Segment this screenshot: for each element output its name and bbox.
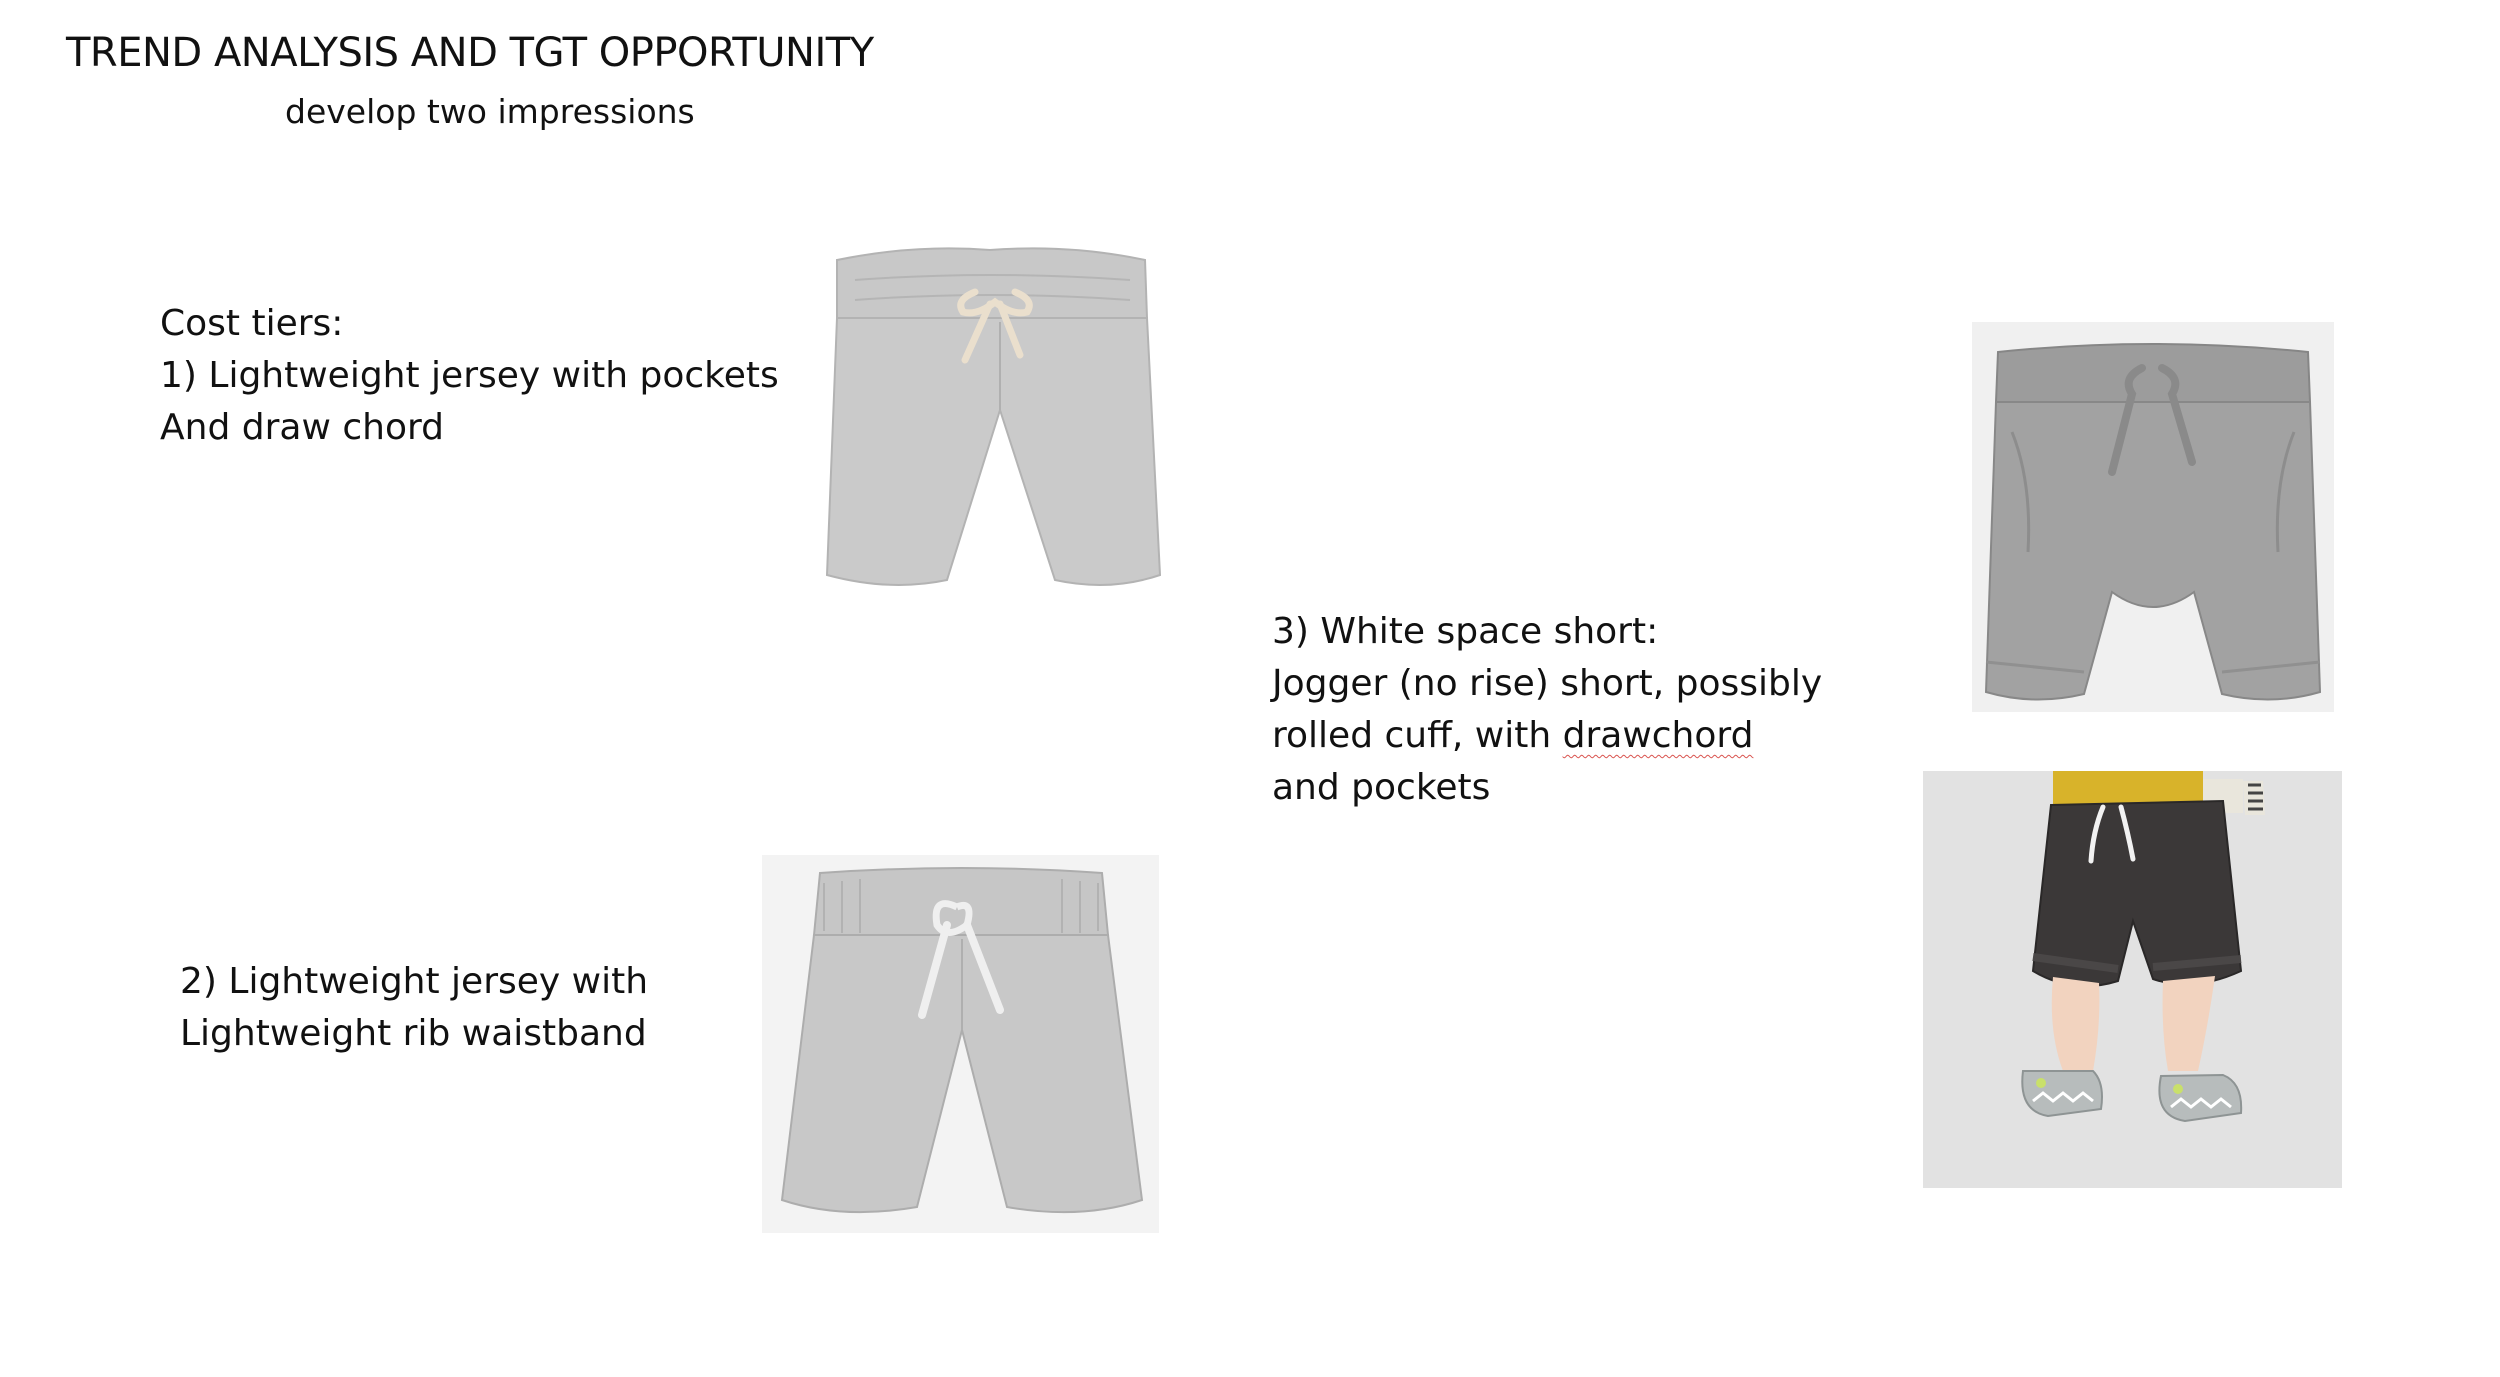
spellcheck-flagged-word: drawchord [1562, 715, 1754, 756]
tier2-line1: 2) Lightweight jersey with [180, 961, 649, 1002]
tier2-text [180, 956, 648, 1060]
tier1-line2: And draw chord [160, 407, 444, 448]
cost-tiers-text [160, 298, 779, 454]
tier2-line2: Lightweight rib waistband [180, 1013, 647, 1054]
cost-tiers-heading: Cost tiers: [160, 303, 344, 344]
slide-title: TREND ANALYSIS AND TGT OPPORTUNITY [66, 30, 874, 76]
toddler-charcoal-jogger-shorts-photo [1923, 771, 2342, 1188]
tier3-line2: Jogger (no rise) short, possibly [1272, 663, 1823, 704]
gray-drawstring-shorts-photo [815, 230, 1170, 602]
tier3-text [1272, 606, 1822, 814]
gray-rib-waist-shorts-photo [762, 855, 1159, 1233]
tier1-line1: 1) Lightweight jersey with pockets [160, 355, 779, 396]
tier3-line3 [1272, 710, 1822, 762]
tier3-line1: 3) White space short: [1272, 611, 1659, 652]
gray-jogger-shorts-photo [1972, 322, 2334, 712]
tier3-line3-prefix: rolled cuff, with [1272, 715, 1563, 756]
tier3-line4: and pockets [1272, 767, 1491, 808]
slide-subtitle: develop two impressions [285, 92, 695, 131]
